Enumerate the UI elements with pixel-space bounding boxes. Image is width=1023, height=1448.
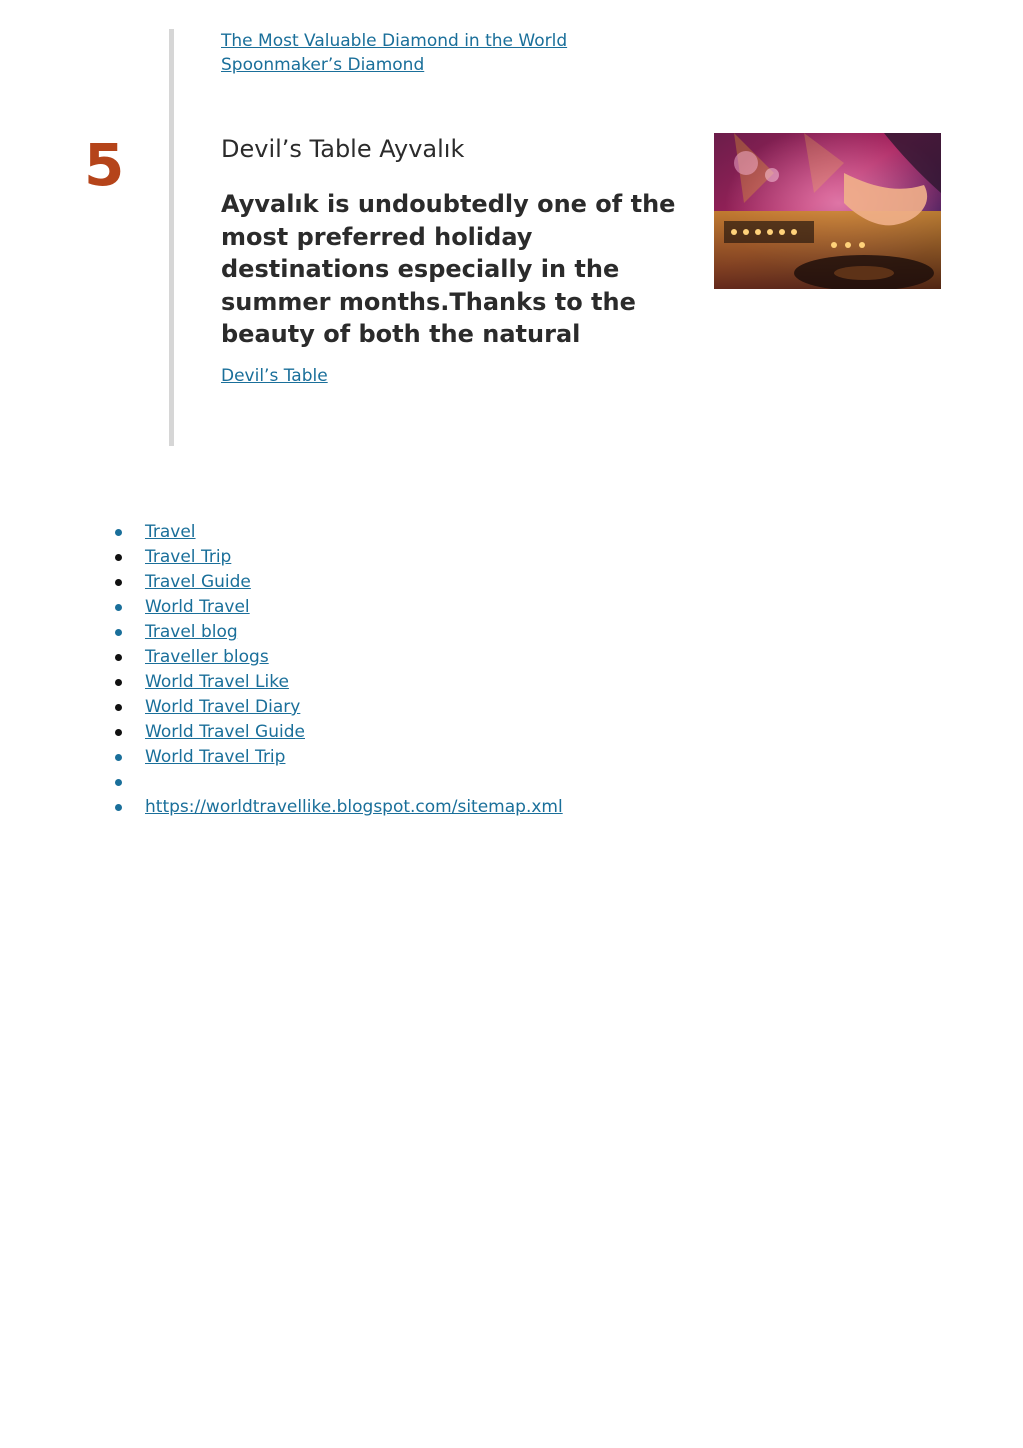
- link-spoonmakers-diamond[interactable]: Spoonmaker’s Diamond: [221, 55, 425, 75]
- list-item: [115, 770, 563, 795]
- sitemap-link[interactable]: https://worldtravellike.blogspot.com/sitemap.xml: [145, 797, 563, 817]
- bullet-icon: [115, 804, 122, 811]
- bullet-icon: [115, 604, 122, 611]
- tag-link-traveller-blogs[interactable]: Traveller blogs: [145, 647, 269, 667]
- list-item: [115, 620, 563, 645]
- bullet-icon: [115, 679, 122, 686]
- section-title: Devil’s Table Ayvalık: [221, 135, 465, 163]
- tag-link-world-travel-like[interactable]: World Travel Like: [145, 672, 289, 692]
- list-item: [115, 720, 563, 745]
- list-item: [115, 645, 563, 670]
- tag-link-travel-trip[interactable]: Travel Trip: [145, 547, 232, 567]
- tag-link-travel-blog[interactable]: Travel blog: [145, 622, 238, 642]
- list-item: [115, 570, 563, 595]
- section-body: Ayvalık is undoubtedly one of the most preferred holiday destinations especially in the summer months.Thanks to the beauty of both the natural: [221, 190, 676, 348]
- tag-link-world-travel-trip[interactable]: World Travel Trip: [145, 747, 286, 767]
- link-most-valuable-diamond[interactable]: The Most Valuable Diamond in the World: [221, 31, 568, 51]
- tag-link-world-travel[interactable]: World Travel: [145, 597, 250, 617]
- bullet-icon: [115, 529, 122, 536]
- section-number: 5: [84, 131, 125, 199]
- bullet-icon: [115, 554, 122, 561]
- related-links: [221, 29, 567, 77]
- list-item: [115, 670, 563, 695]
- list-item: [115, 795, 563, 820]
- bullet-icon: [115, 629, 122, 636]
- bullet-icon: [115, 779, 122, 786]
- list-item: [115, 545, 563, 570]
- vertical-divider: [169, 29, 174, 446]
- bullet-icon: [115, 704, 122, 711]
- tag-link-travel-guide[interactable]: Travel Guide: [145, 572, 251, 592]
- bullet-icon: [115, 754, 122, 761]
- list-item: [115, 695, 563, 720]
- tag-link-world-travel-diary[interactable]: World Travel Diary: [145, 697, 301, 717]
- tag-link-world-travel-guide[interactable]: World Travel Guide: [145, 722, 305, 742]
- tag-link-travel[interactable]: Travel: [145, 522, 196, 542]
- section-photo: [714, 133, 941, 289]
- bullet-icon: [115, 579, 122, 586]
- bullet-icon: [115, 654, 122, 661]
- tag-list: [115, 520, 563, 820]
- section-read-more-link[interactable]: Devil’s Table: [221, 366, 328, 386]
- list-item: [115, 745, 563, 770]
- list-item: [115, 595, 563, 620]
- bullet-icon: [115, 729, 122, 736]
- list-item: [115, 520, 563, 545]
